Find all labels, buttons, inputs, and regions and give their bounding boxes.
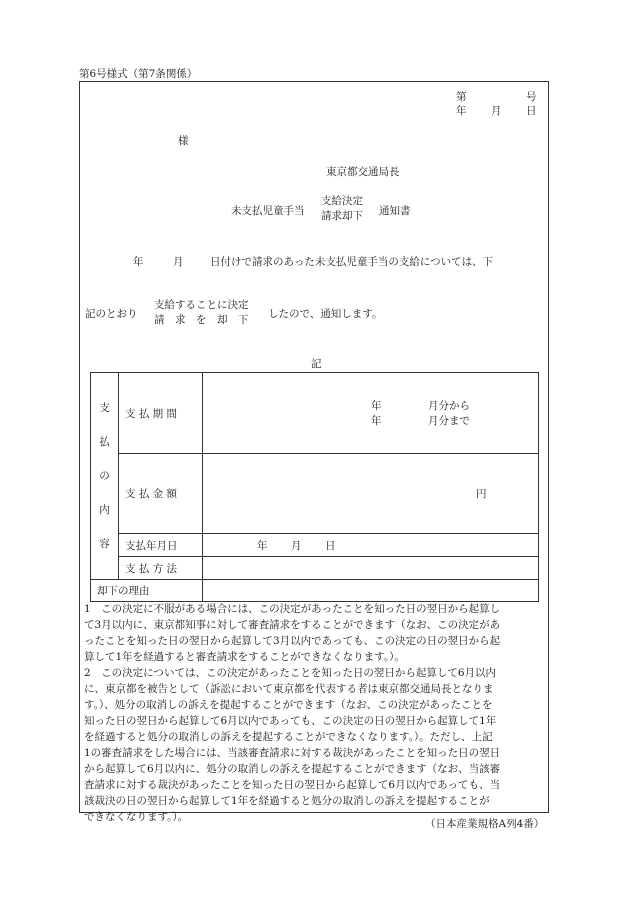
payment-detail-table <box>90 372 539 602</box>
period-label: 支 払 期 間 <box>119 373 203 454</box>
period-value[interactable]: 年 月分から 年 月分まで <box>203 373 539 454</box>
amount-label: 支 払 金 額 <box>119 454 203 534</box>
body-option-decision: 支給することに決定 <box>154 299 249 311</box>
note-line: 査請求に対する裁決があったことを知った日の翌日から起算して6月以内であっても、当 <box>84 779 500 791</box>
title-option-decision: 支給決定 <box>321 195 363 207</box>
note-line: 該裁決の日の翌日から起算して1年を経過すると処分の取消しの訴えを提起することが <box>84 795 490 807</box>
form-id: 第6号様式（第7条関係） <box>79 68 198 80</box>
method-label: 支 払 方 法 <box>119 557 203 580</box>
note-line: 1 この決定に不服がある場合には、この決定があったことを知った日の翌日から起算し <box>84 603 501 615</box>
paper-size-note: （日本産業規格A列4番） <box>425 818 545 830</box>
title-option-reject: 請求却下 <box>321 210 363 222</box>
reject-reason-value[interactable] <box>203 580 539 602</box>
note-line: 知った日の翌日から起算して6月以内であっても、この決定の日の翌日から起算して1年 <box>84 715 497 727</box>
body-year: 年 <box>133 256 144 268</box>
number-label: 第 <box>456 91 467 103</box>
ki-mark: 記 <box>311 358 322 370</box>
date-year: 年 <box>456 105 467 117</box>
note-line: 1の審査請求をした場合には、当該審査請求に対する裁決があったことを知った日の翌日 <box>84 747 501 759</box>
reject-reason-label: 却下の理由 <box>91 580 203 602</box>
title-options <box>321 194 363 224</box>
date-label: 支払年月日 <box>119 534 203 557</box>
body-options <box>154 298 249 328</box>
note-line: を経過すると処分の取消しの訴えを提起することができなくなります。）。ただし、上記 <box>84 731 493 743</box>
title-prefix: 未支払児童手当 <box>231 205 305 217</box>
method-value[interactable] <box>203 557 539 580</box>
title-suffix: 通知書 <box>379 205 411 217</box>
recipient-suffix: 様 <box>178 135 189 147</box>
number-unit: 号 <box>526 91 537 103</box>
body-line2-prefix: 記のとおり <box>85 308 138 320</box>
note-line: ったことを知った日の翌日から起算して3月以内であっても、この決定の日の翌日から起 <box>84 635 501 647</box>
body-line2-suffix: したので、通知します。 <box>268 308 383 320</box>
note-line: す。）、処分の取消しの訴えを提起することができます（なお、この決定があったことを <box>84 699 493 711</box>
body-line1: 日付けで請求のあった未支払児童手当の支給については、下 <box>210 256 494 268</box>
body-month: 月 <box>173 256 184 268</box>
note-line: て3月以内に、東京都知事に対して審査請求をすることができます（なお、この決定があ <box>84 619 501 631</box>
date-value[interactable]: 年 月 日 <box>203 534 539 557</box>
note-line: 算して1年を経過すると審査請求をすることができなくなります。）。 <box>84 651 405 663</box>
body-option-reject: 請 求 を 却 下 <box>154 314 249 326</box>
issuer: 東京都交通局長 <box>326 166 400 178</box>
date-day: 日 <box>526 105 537 117</box>
date-month: 月 <box>491 105 502 117</box>
vertical-label-cell: 支 払 の 内 容 <box>91 373 119 580</box>
note-line: できなくなります。）。 <box>84 811 189 823</box>
amount-value[interactable]: 円 <box>203 454 539 534</box>
notes <box>84 601 500 825</box>
note-line: に、東京都を被告として（訴訟において東京都を代表する者は東京都交通局長となりま <box>84 683 494 695</box>
note-line: 2 この決定については、この決定があったことを知った日の翌日から起算して6月以内 <box>84 667 497 679</box>
note-line: から起算して6月以内に、処分の取消しの訴えを提起することができます（なお、当該審 <box>84 763 501 775</box>
